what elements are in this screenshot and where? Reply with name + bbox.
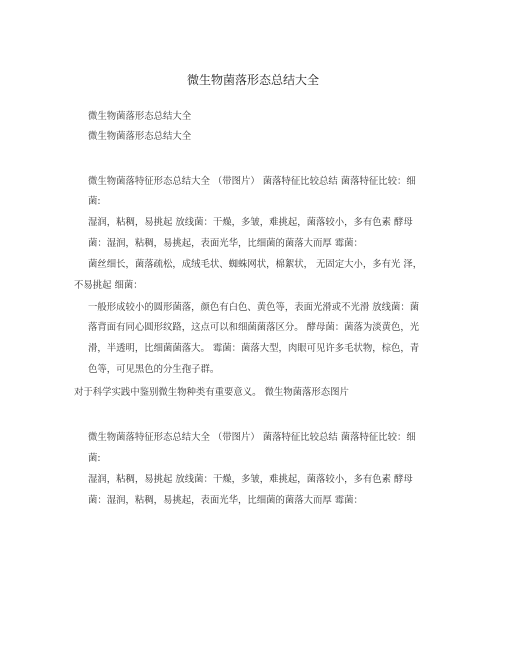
subtitle-line: 微生物菌落形态总结大全 xyxy=(88,111,192,122)
paragraph-line: 菌丝细长，菌落疏松，成绒毛状、蜘蛛网状，棉絮状， 无固定大小，多有光 泽， xyxy=(88,259,423,270)
paragraph-line: 滑，半透明，比细菌菌落大。 霉菌：菌落大型，肉眼可见许多毛状物，棕色，青 xyxy=(88,343,420,354)
paragraph-line: 菌: xyxy=(88,196,101,207)
paragraph-line: 色等，可见黑色的分生孢子群。 xyxy=(88,364,220,375)
paragraph-line: 微生物菌落特征形态总结大全 （带图片） 菌落特征比较总结 菌落特征比较：细 xyxy=(88,432,416,443)
paragraph-line: 一般形成较小的圆形菌落，颜色有白色、黄色等，表面光滑或不光滑 放线菌：菌 xyxy=(88,302,420,313)
paragraph-line: 微生物菌落特征形态总结大全 （带图片） 菌落特征比较总结 菌落特征比较：细 xyxy=(88,176,416,187)
paragraph-line: 菌：湿润，粘稠，易挑起，表面光华，比细菌的菌落大而厚 霉菌： xyxy=(88,495,363,506)
paragraph-line: 湿润，粘稠，易挑起 放线菌：干燥，多皱，难挑起，菌落较小，多有色素 酵母 xyxy=(88,217,413,228)
paragraph-line: 落背面有同心圆形纹路，这点可以和细菌菌落区分。 酵母菌：菌落为淡黄色，光 xyxy=(88,322,420,333)
subtitle-line: 微生物菌落形态总结大全 xyxy=(88,131,192,142)
paragraph-line: 菌: xyxy=(88,453,101,464)
paragraph-line: 不易挑起 细菌： xyxy=(74,280,143,291)
summary-line: 对于科学实践中鉴别微生物种类有重要意义。 微生物菌落形态图片 xyxy=(74,387,349,398)
document-title: 微生物菌落形态总结大全 xyxy=(186,73,319,87)
paragraph-line: 湿润，粘稠，易挑起 放线菌：干燥，多皱，难挑起，菌落较小，多有色素 酵母 xyxy=(88,474,413,485)
paragraph-line: 菌：湿润，粘稠，易挑起，表面光华，比细菌的菌落大而厚 霉菌： xyxy=(88,238,363,249)
